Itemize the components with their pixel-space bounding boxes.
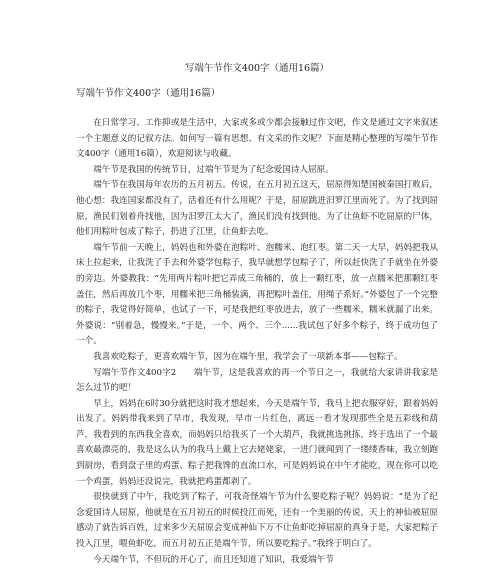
paragraph-intro: 在日常学习、工作抑或是生活中，大家或多或少都会接触过作文吧，作文是通过文字来叙述一个主题意义的记叙方法。如何写一篇有思想、有文采的作文呢？下面是精心整理的写端午节作文400字（通用16篇），欢迎阅读与收藏。 — [76, 118, 438, 160]
paragraph-essay-2-heading: 写端午节作文400字2 端午节，这是我喜欢的再一个节日之一，我就给大家讲讲我家是怎么过节的吧！ — [76, 367, 438, 394]
paragraph: 端午节在我国每年农历的五月初五。传说，在五月初五这天，屈原得知楚国被秦国打败后，他心想：我连国家都没有了，活着还有什么用呢？于是，屈原跳进汨罗江里而死了。为了找到屈原，渔民们划着舟找他，因为汨罗江太大了，渔民们没有找到他。为了让鱼虾不吃屈原的尸体，他们用粽叶包成了粽子，扔进了江里，让鱼虾去吃。 — [76, 180, 438, 238]
paragraph: 今天端午节，不但玩的开心了，而且还知道了知识，我爱端午节 — [93, 554, 334, 565]
document-title: 写端午节作文400字（通用16篇） — [184, 63, 330, 74]
paragraph: 我喜欢吃粽子，更喜欢端午节，因为在端午里，我学会了一项新本事——包粽子。 — [93, 351, 403, 362]
paragraph: 端午节前一天晚上，妈妈也和外婆在泡粽叶、泡糯米、泡红枣。第二天一大早，妈妈把我从床上拉起来，让我洗了手去和外婆学包粽子，我早就想学包粽子了，所以赶快洗了手就坐在外婆的旁边。外婆教我：“先用两片粽叶把它弄成三角桶的，放上一颗红枣，放一点糯米把那颗红枣盖住，然后再放几个枣，用糯米把三角桶装满，再把粽叶盖住，用绳子系好。”外婆包了一个完整的粽子，我觉得好简单，也试了一下，可是我把红枣放进去，放了一些糯米，糯米就漏了出来。外婆说：“别着急，慢慢来。”于是，一个、两个、三个......我试包了好多个粽子，终于成功包了一个。 — [76, 242, 438, 347]
paragraph: 早上，妈妈在6时30分就把这时我才想起来，今天是端午节，我马上把衣服穿好，跟着妈妈出发了。妈妈带我来到了早市，我发现，早市一片红色，离远一看才发现那些全是五彩线和葫芦，我看到的东西我全喜欢，而妈妈只给我买了一个大葫芦，我就挑选挑拣，终于选出了一个最喜欢最漂亮的，我是这么认为的我马上戴上它去姥姥家，一进门就闻到了一缕缕香味，我立刻跑到厨房，看到盘子里的鸡蛋、粽子把我馋的直流口水，可是妈妈说在中午才能吃，现在你可以吃一个鸡蛋，妈妈还没说完，我就把鸡蛋都剥了。 — [76, 398, 438, 487]
paragraph: 端午节是我国的传统节日，过端午节是为了纪念爱国诗人屈原。 — [93, 164, 334, 175]
document-body — [76, 116, 438, 568]
document-subtitle: 写端午节作文400字（通用16篇） — [76, 88, 221, 99]
paragraph: 很快就到了中午，我吃到了粽子，可我奇怪端午节为什么要吃粽子呢？妈妈说：“是为了纪念爱国诗人屈原，他就是在五月初五的时候投江而死，还有一个美丽的传说，天上的神仙被屈原感动了就告诉百姓，过来多少天屈原会变成神仙下万不让鱼虾吃掉屈原的真身于是，大家把粽子投入江里，喂鱼虾吃，而五月初五正是端午节，所以要吃粽子。”我终于明白了。 — [76, 492, 438, 550]
